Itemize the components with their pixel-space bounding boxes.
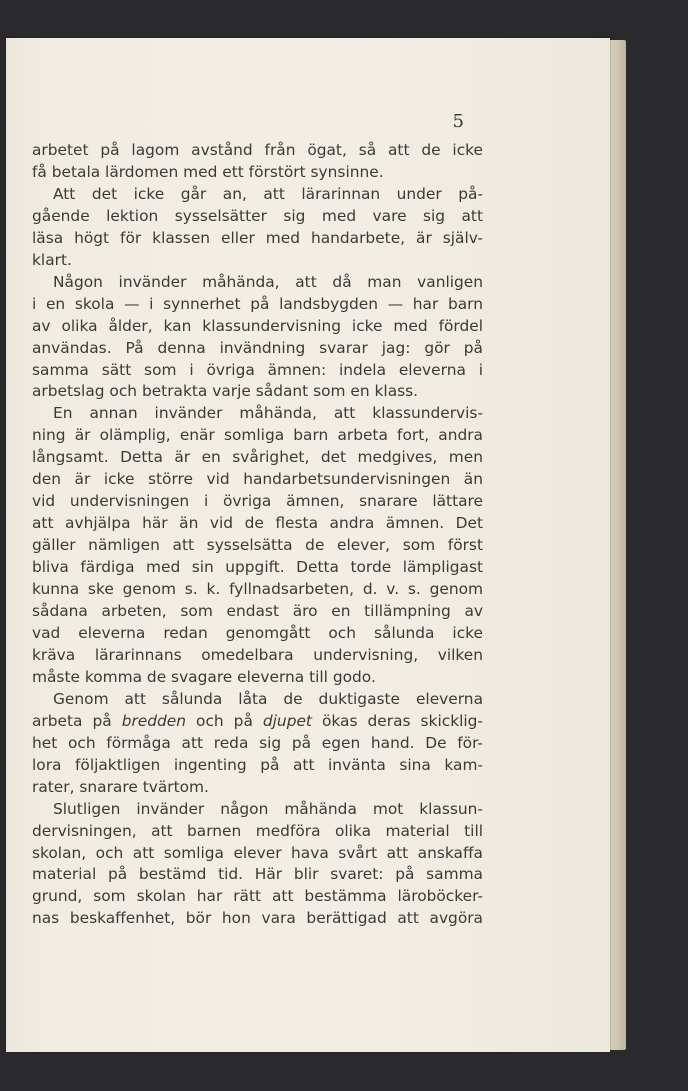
text-line: långsamt. Detta är en svårighet, det medgives, men: [32, 448, 483, 467]
italic-word: djupet: [262, 711, 312, 730]
text-line: vid undervisningen i övriga ämnen, snarare lättare: [32, 492, 483, 511]
text-line: gående lektion sysselsätter sig med vare sig att: [32, 206, 483, 225]
text-segment: Genom att sålunda låta de duktigaste eleverna: [53, 689, 483, 708]
text-line: material på bestämd tid. Här blir svaret: på samma: [32, 865, 483, 884]
page-number: 5: [452, 111, 464, 132]
text-line: grund, som skolan har rätt att bestämma läroböcker-: [32, 887, 483, 906]
text-line: Någon invänder måhända, att då man vanligen: [53, 272, 483, 291]
book-page: [6, 38, 610, 1052]
text-line: kunna ske genom s. k. fyllnadsarbeten, d. v. s. genom: [32, 580, 483, 599]
text-line: Slutligen invänder någon måhända mot klassun-: [53, 799, 483, 818]
text-line: sådana arbeten, som endast äro en tillämpning av: [32, 602, 483, 621]
text-line: En annan invänder måhända, att klassundervis-: [53, 404, 483, 423]
text-line: [32, 711, 483, 733]
text-segment: arbeta på: [32, 711, 122, 730]
text-line: måste komma de svagare eleverna till godo.: [32, 667, 376, 686]
text-segment: ökas deras skicklig-: [311, 711, 483, 730]
text-line: kräva lärarinnans omedelbara undervisning, vilken: [32, 645, 483, 664]
text-line: klart.: [32, 250, 72, 269]
text-line: arbetslag och betrakta varje sådant som en klass.: [32, 382, 419, 401]
text-line: läsa högt för klassen eller med handarbete, är själv-: [32, 228, 483, 247]
text-segment: och på: [186, 711, 263, 730]
body-text: [32, 140, 483, 930]
italic-word: bredden: [121, 711, 187, 730]
text-line: lora följaktligen ingenting på att invänta sina kam-: [32, 755, 483, 774]
text-line: [32, 689, 483, 711]
text-line: samma sätt som i övriga ämnen: indela eleverna i: [32, 360, 483, 379]
text-line: skolan, och att somliga elever hava svårt att anskaffa: [32, 843, 483, 862]
text-line: få betala lärdomen med ett förstört synsinne.: [32, 162, 384, 181]
text-line: rater, snarare tvärtom.: [32, 777, 209, 796]
text-line: ning är olämplig, enär somliga barn arbeta fort, andra: [32, 426, 483, 445]
text-line: gäller nämligen att sysselsätta de elever, som först: [32, 536, 483, 555]
text-line: bliva färdiga med sin uppgift. Detta torde lämpligast: [32, 558, 483, 577]
text-line: vad eleverna redan genomgått och sålunda icke: [32, 623, 483, 642]
text-line: av olika ålder, kan klassundervisning icke med fördel: [32, 316, 483, 335]
text-line: het och förmåga att reda sig på egen hand. De för-: [32, 733, 483, 752]
text-line: dervisningen, att barnen medföra olika material till: [32, 821, 483, 840]
text-line: den är icke större vid handarbetsundervisningen än: [32, 470, 483, 489]
text-line: Att det icke går an, att lärarinnan under på-: [53, 184, 483, 203]
text-line: nas beskaffenhet, bör hon vara berättigad att avgöra: [32, 909, 483, 928]
text-line: arbetet på lagom avstånd från ögat, så att de icke: [32, 141, 483, 159]
text-line: att avhjälpa här än vid de flesta andra ämnen. Det: [32, 514, 483, 533]
text-line: användas. På denna invändning svarar jag: gör på: [32, 338, 483, 357]
text-line: i en skola — i synnerhet på landsbygden — har barn: [32, 294, 483, 313]
